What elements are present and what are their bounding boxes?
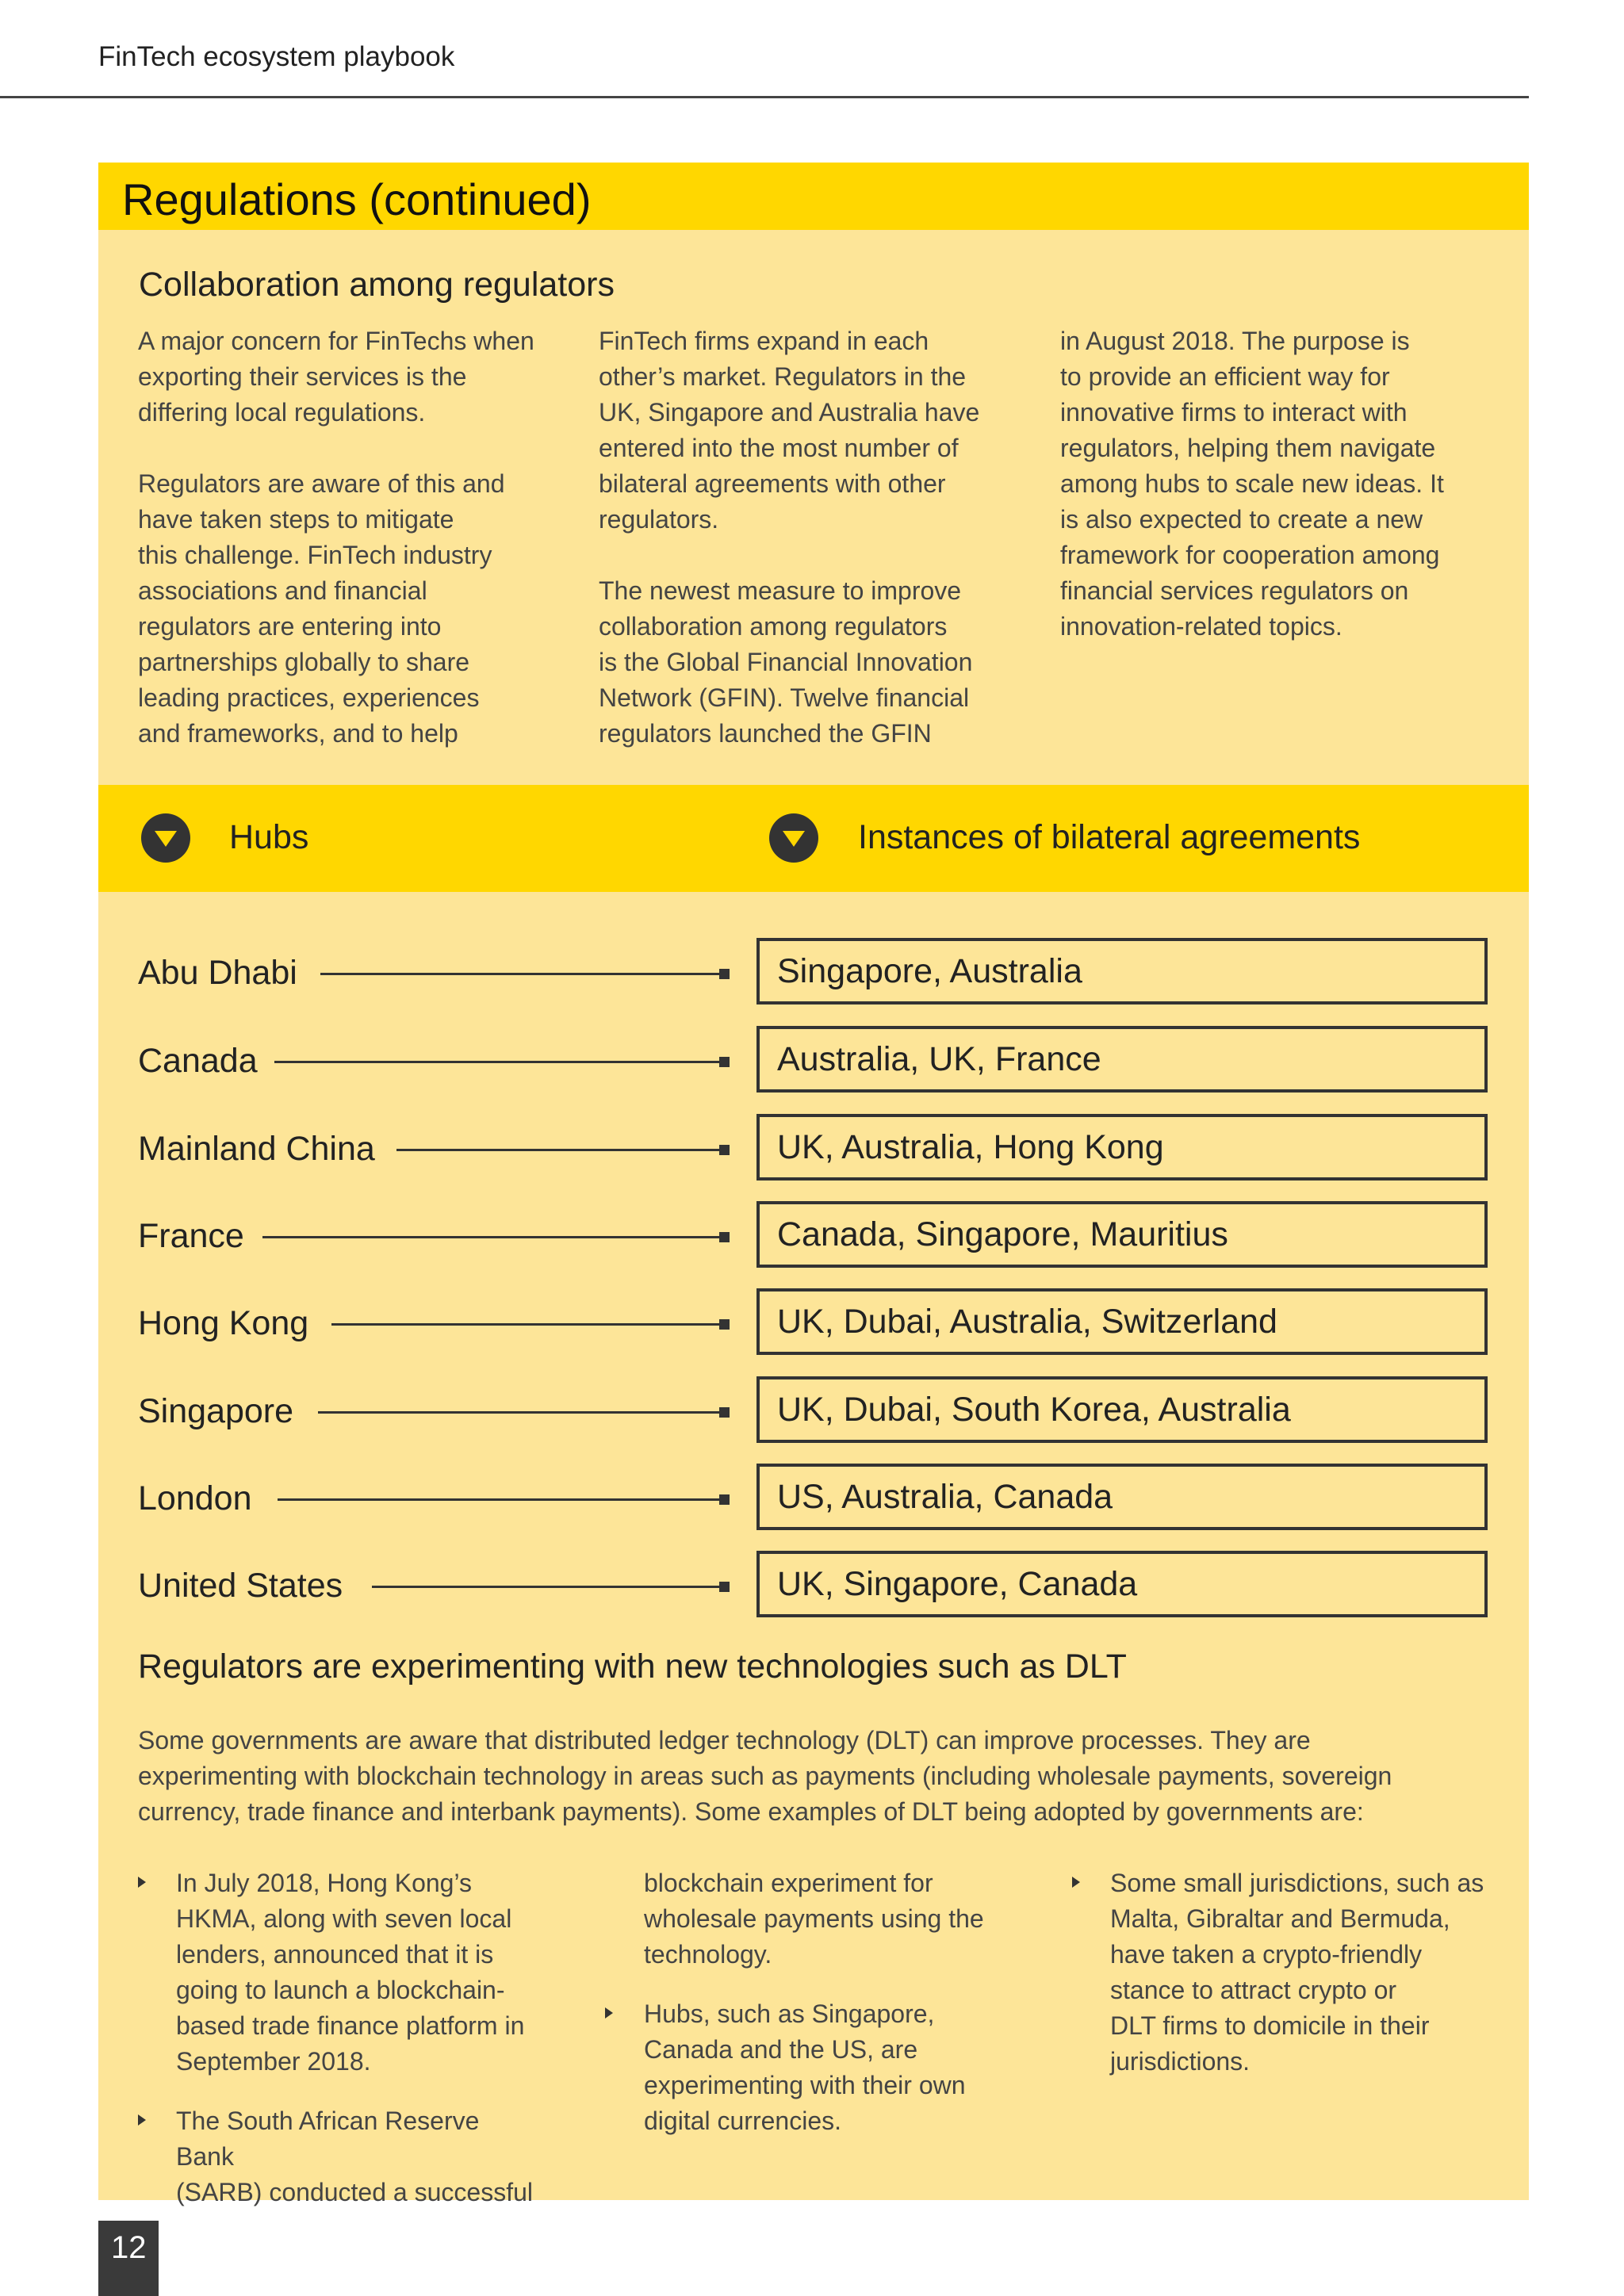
text-line: Some governments are aware that distributed ledger technology (DLT) can improve processes. They are: [138, 1726, 1311, 1755]
intro-column-3: [1060, 323, 1488, 680]
agreement-box: [756, 1551, 1488, 1617]
intro-column-1: [138, 323, 566, 787]
text-line: and frameworks, and to help: [138, 719, 458, 748]
hub-row: [0, 938, 1624, 1009]
hub-row: [0, 1026, 1624, 1097]
hubs-label: Hubs: [229, 818, 309, 856]
hubs-header-band: [98, 785, 1529, 892]
text-line: Canada and the US, are: [644, 2035, 918, 2064]
connector-end: [719, 1582, 730, 1592]
agreement-text: UK, Australia, Hong Kong: [777, 1128, 1164, 1166]
agreement-text: US, Australia, Canada: [777, 1478, 1113, 1516]
agreement-box: [756, 1201, 1488, 1268]
text-line: Hubs, such as Singapore,: [644, 1999, 935, 2028]
paragraph: [1060, 323, 1488, 645]
dlt-column-3: [1061, 1866, 1505, 2103]
bullet-arrow-icon: [138, 2114, 146, 2126]
bullet-item: [600, 1996, 997, 2139]
connector-line: [262, 1236, 721, 1238]
text-line: experimenting with blockchain technology in areas such as payments (including wholesale payments, sovereign: [138, 1762, 1392, 1790]
agreement-box: [756, 1464, 1488, 1530]
text-line: September 2018.: [176, 2047, 371, 2076]
text-line: regulators, helping them navigate: [1060, 434, 1436, 462]
text-line: leading practices, experiences: [138, 683, 480, 712]
page-number: 12: [111, 2230, 147, 2265]
bullet-continuation: [600, 1866, 997, 1973]
text-line: is also expected to create a new: [1060, 505, 1423, 534]
text-line: other’s market. Regulators in the: [599, 362, 967, 391]
text-line: Malta, Gibraltar and Bermuda,: [1110, 1904, 1450, 1933]
hub-row: [0, 1288, 1624, 1360]
text-line: A major concern for FinTechs when: [138, 327, 534, 355]
agreement-box: [756, 1026, 1488, 1093]
hub-name: Abu Dhabi: [138, 954, 297, 992]
dlt-heading: Regulators are experimenting with new technologies such as DLT: [138, 1647, 1127, 1686]
connector-end: [719, 1407, 730, 1418]
connector-line: [372, 1586, 721, 1588]
agreements-label: Instances of bilateral agreements: [858, 818, 1361, 856]
text-line: have taken a crypto-friendly: [1110, 1940, 1423, 1969]
connector-line: [396, 1149, 721, 1151]
bullet-item: [138, 1866, 534, 2080]
text-line: digital currencies.: [644, 2107, 841, 2135]
connector-line: [318, 1411, 721, 1414]
text-line: is the Global Financial Innovation: [599, 648, 973, 676]
text-line: experimenting with their own: [644, 2071, 966, 2099]
text-line: HKMA, along with seven local: [176, 1904, 512, 1933]
bullet-item: [138, 2103, 534, 2210]
text-line: among hubs to scale new ideas. It: [1060, 469, 1444, 498]
agreement-box: [756, 1288, 1488, 1355]
hub-row: [0, 1551, 1624, 1622]
hub-name: United States: [138, 1567, 343, 1605]
text-line: blockchain experiment for: [644, 1869, 933, 1897]
text-line: this challenge. FinTech industry: [138, 541, 492, 569]
bullet-item: [1061, 1866, 1505, 2080]
hub-name: Hong Kong: [138, 1304, 309, 1342]
chevron-down-icon: [769, 813, 818, 863]
text-line: entered into the most number of: [599, 434, 959, 462]
intro-column-2: [599, 323, 1027, 787]
text-line: financial services regulators on: [1060, 576, 1409, 605]
text-line: partnerships globally to share: [138, 648, 470, 676]
text-line: Some small jurisdictions, such as: [1110, 1869, 1484, 1897]
hub-row: [0, 1464, 1624, 1535]
text-line: collaboration among regulators: [599, 612, 948, 641]
paragraph: [599, 573, 1027, 752]
text-line: innovative firms to interact with: [1060, 398, 1408, 427]
text-line: going to launch a blockchain-: [176, 1976, 505, 2004]
hub-name: Canada: [138, 1042, 258, 1080]
agreement-text: Singapore, Australia: [777, 952, 1082, 990]
text-line: DLT firms to domicile in their: [1110, 2011, 1430, 2040]
header-rule: [0, 96, 1529, 98]
text-line: currency, trade finance and interbank payments). Some examples of DLT being adopted by governments are:: [138, 1797, 1364, 1826]
text-line: lenders, announced that it is: [176, 1940, 494, 1969]
section-title: Regulations (continued): [122, 174, 592, 224]
text-line: regulators launched the GFIN: [599, 719, 932, 748]
hub-name: Singapore: [138, 1392, 294, 1430]
bullet-arrow-icon: [605, 2007, 613, 2019]
paragraph: [138, 466, 566, 752]
paragraph: [138, 323, 566, 430]
text-line: technology.: [644, 1940, 772, 1969]
paragraph: [599, 323, 1027, 538]
text-line: differing local regulations.: [138, 398, 426, 427]
text-line: In July 2018, Hong Kong’s: [176, 1869, 472, 1897]
agreement-text: UK, Dubai, Australia, Switzerland: [777, 1303, 1277, 1341]
bullet-arrow-icon: [138, 1877, 146, 1888]
connector-line: [274, 1061, 721, 1063]
connector-line: [331, 1323, 721, 1326]
hub-name: London: [138, 1479, 252, 1517]
hub-row: [0, 1376, 1624, 1448]
text-line: wholesale payments using the: [644, 1904, 984, 1933]
agreement-text: UK, Dubai, South Korea, Australia: [777, 1391, 1291, 1429]
connector-end: [719, 1494, 730, 1505]
text-line: to provide an efficient way for: [1060, 362, 1390, 391]
hub-row: [0, 1114, 1624, 1185]
text-line: regulators.: [599, 505, 719, 534]
connector-end: [719, 1145, 730, 1155]
agreement-text: UK, Singapore, Canada: [777, 1565, 1138, 1603]
collaboration-subhead: Collaboration among regulators: [139, 266, 615, 304]
text-line: (SARB) conducted a successful: [176, 2178, 533, 2206]
text-line: regulators are entering into: [138, 612, 442, 641]
section-title-bar: [98, 163, 1529, 230]
text-line: have taken steps to mitigate: [138, 505, 454, 534]
dlt-intro-paragraph: [138, 1723, 1486, 1830]
text-line: FinTech firms expand in each: [599, 327, 929, 355]
text-line: innovation-related topics.: [1060, 612, 1342, 641]
connector-line: [320, 973, 721, 975]
text-line: bilateral agreements with other: [599, 469, 946, 498]
text-line: Regulators are aware of this and: [138, 469, 505, 498]
text-line: UK, Singapore and Australia have: [599, 398, 980, 427]
text-line: stance to attract crypto or: [1110, 1976, 1397, 2004]
text-line: exporting their services is the: [138, 362, 467, 391]
agreement-box: [756, 1376, 1488, 1443]
text-line: based trade finance platform in: [176, 2011, 525, 2040]
text-line: jurisdictions.: [1110, 2047, 1251, 2076]
text-line: Network (GFIN). Twelve financial: [599, 683, 970, 712]
connector-end: [719, 1057, 730, 1067]
connector-end: [719, 969, 730, 979]
agreement-box: [756, 938, 1488, 1004]
agreement-text: Australia, UK, France: [777, 1040, 1101, 1078]
text-line: framework for cooperation among: [1060, 541, 1440, 569]
dlt-column-2: [600, 1866, 997, 2163]
text-line: in August 2018. The purpose is: [1060, 327, 1410, 355]
hub-row: [0, 1201, 1624, 1272]
connector-end: [719, 1232, 730, 1242]
hub-name: France: [138, 1217, 244, 1255]
chevron-down-icon: [141, 813, 190, 863]
dlt-column-1: [138, 1866, 534, 2234]
hub-name: Mainland China: [138, 1130, 375, 1168]
text-line: The South African Reserve Bank: [176, 2107, 480, 2171]
text-line: The newest measure to improve: [599, 576, 962, 605]
agreement-box: [756, 1114, 1488, 1181]
page-number-tab: [98, 2221, 159, 2296]
agreement-text: Canada, Singapore, Mauritius: [777, 1215, 1228, 1253]
running-header: FinTech ecosystem playbook: [98, 41, 455, 72]
connector-end: [719, 1319, 730, 1330]
connector-line: [278, 1498, 721, 1501]
text-line: associations and financial: [138, 576, 427, 605]
bullet-arrow-icon: [1072, 1877, 1080, 1888]
